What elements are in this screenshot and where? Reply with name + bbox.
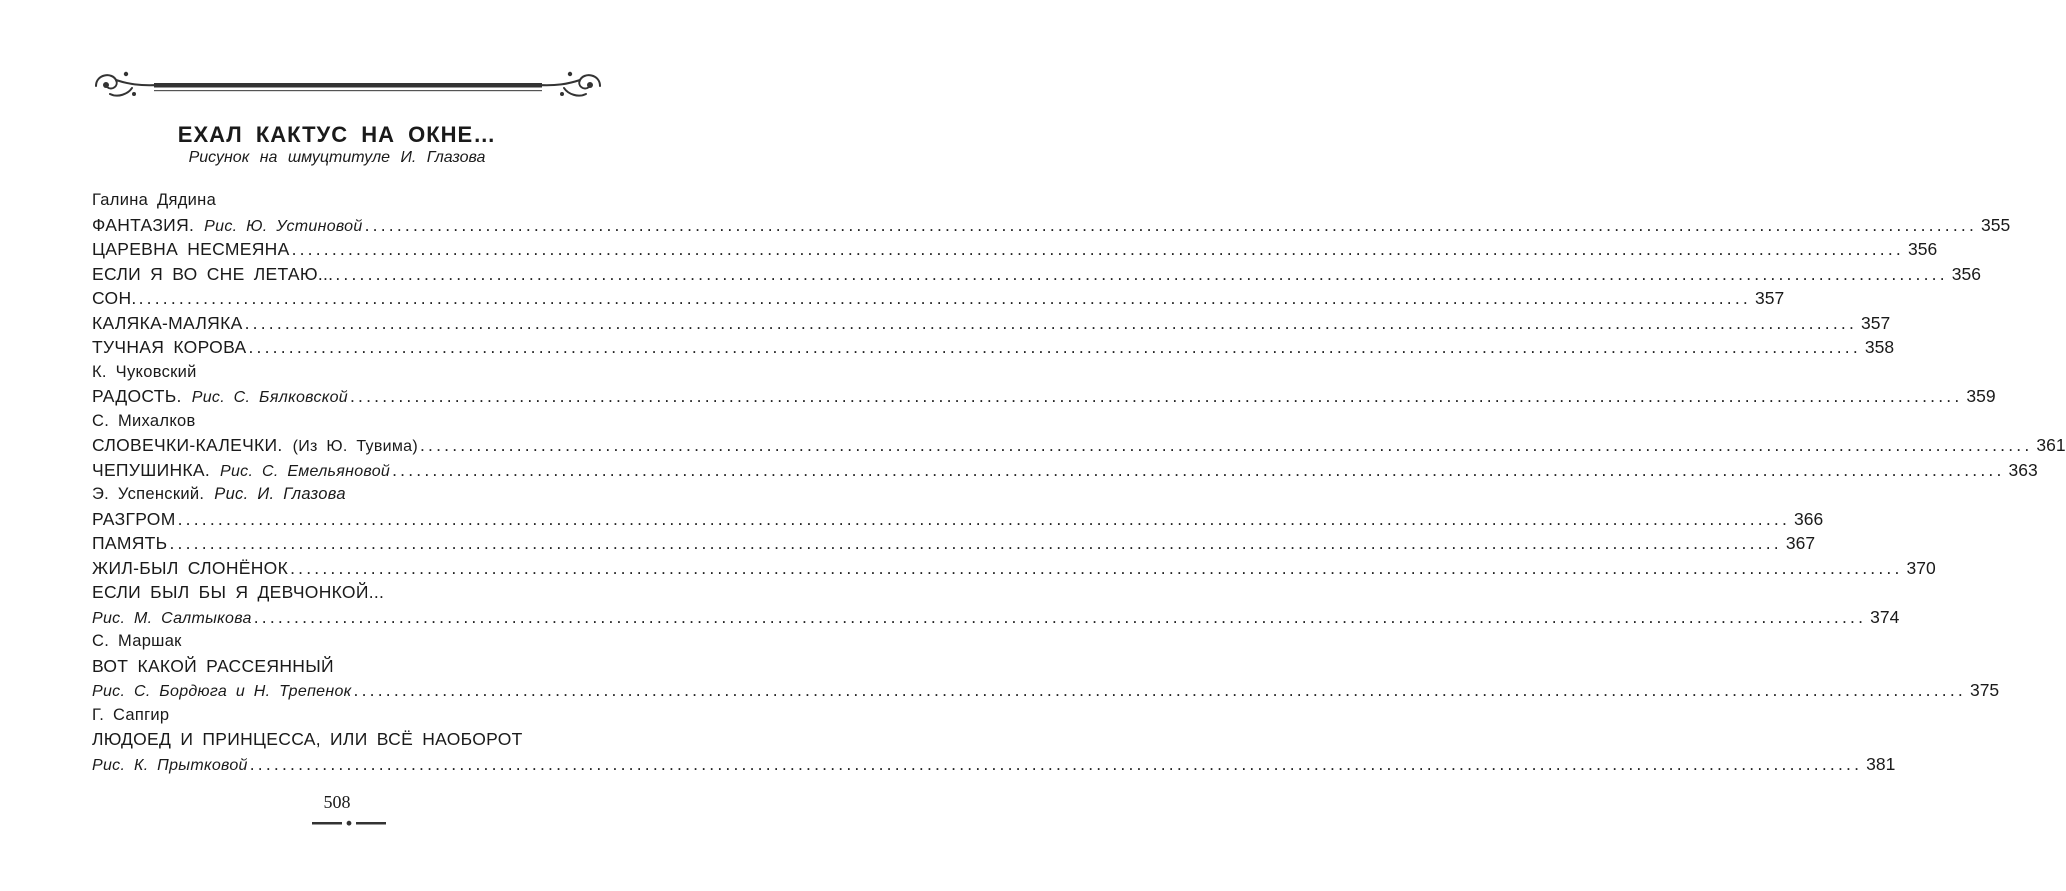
page-ref: 357 [1755, 288, 1785, 308]
work-title: ВОТ КАКОЙ РАССЕЯННЫЙ [92, 655, 334, 676]
toc-entry [92, 433, 2066, 458]
toc-entry [92, 384, 1996, 409]
page-ref: 359 [1966, 386, 1996, 406]
top-ornament [88, 64, 608, 104]
author-line [92, 703, 610, 728]
dot-leader: ........................................................................................................................................................................................................ [138, 288, 1751, 308]
page-ref: 357 [1861, 312, 1891, 333]
dot-leader: ........................................................................................................................................................................................................ [419, 435, 2033, 455]
dot-leader: ........................................................................................................................................................................................................ [253, 606, 1867, 627]
work-title: КАЛЯКА-МАЛЯКА [92, 312, 243, 333]
section-title: ЕХАЛ КАКТУС НА ОКНЕ… [177, 122, 497, 147]
author-name: Э. Успенский. [92, 485, 205, 503]
toc-entry [92, 286, 1785, 311]
dot-leader: ........................................................................................................................................................................................................ [249, 753, 1863, 774]
page-ref: 356 [1951, 263, 1981, 284]
toc-entry [92, 311, 1891, 336]
page-ref: 367 [1785, 533, 1816, 553]
page-number: 508 [323, 792, 351, 812]
page-ref: 355 [1981, 214, 2011, 235]
page-ref: 363 [2008, 459, 2038, 480]
toc-entry [92, 752, 1896, 777]
work-title: ЦАРЕВНА НЕСМЕЯНА [92, 239, 290, 259]
toc-entry [92, 262, 1981, 287]
work-title: ЕСЛИ Я ВО СНЕ ЛЕТАЮ... [92, 263, 334, 284]
page-ref: 374 [1870, 606, 1900, 627]
work-title: ЖИЛ-БЫЛ СЛОНЁНОК [92, 557, 289, 578]
work-title: ФАНТАЗИЯ. [92, 214, 195, 235]
toc-entry [92, 213, 2011, 238]
illustrator-note: Рис. С. Бордюга и Н. Трепенок [92, 683, 352, 700]
illustrator-note: Рис. С. Емельяновой [220, 462, 391, 480]
author-line [92, 629, 610, 654]
dot-leader: ........................................................................................................................................................................................................ [290, 557, 1903, 578]
toc-entry [92, 556, 1936, 581]
table-of-contents [92, 188, 2066, 776]
author-name: Г. Сапгир [92, 705, 170, 724]
author-line [92, 188, 610, 213]
bottom-ornament [312, 818, 386, 828]
illustrator-note: Рис. С. Бялковской [191, 389, 348, 406]
page-ref: 356 [1907, 239, 1938, 259]
toc-heading [92, 654, 610, 679]
work-title: ПАМЯТЬ [92, 533, 168, 553]
toc-heading [92, 580, 610, 605]
work-title: ЛЮДОЕД И ПРИНЦЕССА, ИЛИ ВСЁ НАОБОРОТ [92, 729, 523, 749]
page-ref: 370 [1906, 557, 1936, 578]
page-ref: 366 [1794, 508, 1824, 529]
work-title: СОН. [92, 288, 137, 308]
toc-entry [92, 237, 1938, 262]
dot-leader: ........................................................................................................................................................................................................ [392, 459, 2005, 480]
illustrator-note: Рис. Ю. Устиновой [204, 217, 363, 235]
toc-entry [92, 335, 1895, 360]
toc-heading [92, 727, 610, 752]
page-ref: 381 [1866, 753, 1896, 774]
work-title: ЧЕПУШИНКА. [92, 459, 211, 480]
work-title: ЕСЛИ БЫЛ БЫ Я ДЕВЧОНКОЙ... [92, 582, 385, 602]
author-name: К. Чуковский [92, 362, 197, 381]
toc-entry [92, 678, 2000, 703]
work-title: ТУЧНАЯ КОРОВА [92, 337, 247, 357]
dot-leader: ........................................................................................................................................................................................................ [244, 312, 1858, 333]
toc-entry [92, 458, 2038, 483]
author-line [92, 482, 610, 507]
illustrator-note: Рис. И. Глазова [214, 485, 346, 503]
author-line [92, 409, 610, 434]
dot-leader: ........................................................................................................................................................................................................ [291, 239, 1904, 259]
toc-entry [92, 605, 1900, 630]
author-name: Галина Дядина [92, 191, 217, 209]
work-title: РАДОСТЬ. [92, 386, 182, 406]
author-name: С. Михалков [92, 411, 196, 430]
dot-leader: ........................................................................................................................................................................................................ [364, 214, 1978, 235]
toc-entry [92, 531, 1816, 556]
page-ref: 361 [2036, 435, 2066, 455]
page-ref: 358 [1864, 337, 1895, 357]
page-ref: 375 [1969, 680, 2000, 700]
toc-entry [92, 507, 1824, 532]
dot-leader: ........................................................................................................................................................................................................ [353, 680, 1966, 700]
section-subtitle: Рисунок на шмуцтитуле И. Глазова [188, 149, 486, 166]
dot-leader: ........................................................................................................................................................................................................ [169, 533, 1782, 553]
work-title: СЛОВЕЧКИ-КАЛЕЧКИ. [92, 435, 283, 455]
illustrator-note: Рис. К. Прытковой [92, 756, 248, 774]
work-title: РАЗГРОМ [92, 508, 176, 529]
author-name: С. Маршак [92, 632, 182, 650]
dot-leader: ........................................................................................................................................................................................................ [335, 263, 1948, 284]
illustrator-note: Рис. М. Салтыкова [92, 609, 252, 627]
illustrator-note: (Из Ю. Тувима) [292, 438, 418, 455]
dot-leader: ........................................................................................................................................................................................................ [248, 337, 1861, 357]
author-line [92, 360, 610, 385]
dot-leader: ........................................................................................................................................................................................................ [350, 386, 1963, 406]
dot-leader: ........................................................................................................................................................................................................ [177, 508, 1791, 529]
